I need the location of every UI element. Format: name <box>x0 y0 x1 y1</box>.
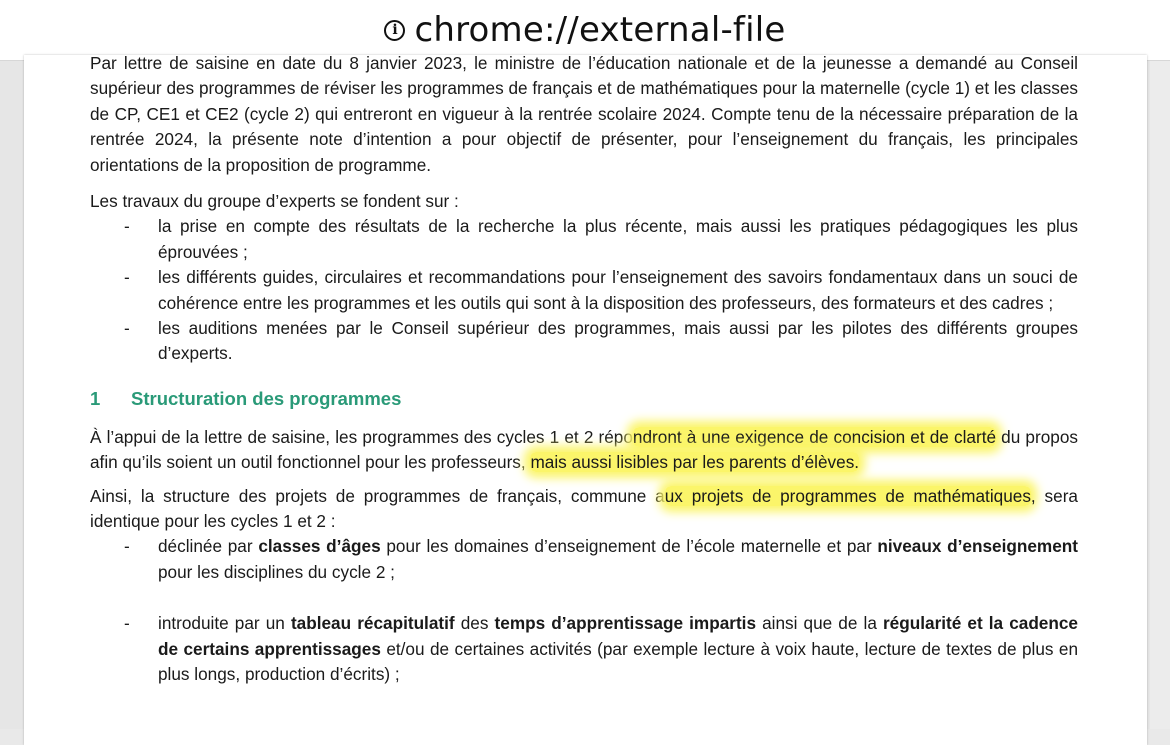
bullet-dash: - <box>124 216 130 237</box>
paragraph-structure: Ainsi, la structure des projets de programmes de français, commune aux projets de programmes de mathématiques, sera identique pour les cycles 1 et 2 : <box>90 485 1078 532</box>
paragraph-appui: À l’appui de la lettre de saisine, les programmes des cycles 1 et 2 répondront à une exigence de concision et de clarté du propos afin qu’ils soient un outil fonctionnel pour les professeurs, mais aussi lisibles par les parents d’élèves. <box>90 426 1078 473</box>
bullet-list-sources <box>90 214 1078 366</box>
info-icon[interactable]: i <box>384 20 405 41</box>
bullet-dash: - <box>124 613 130 634</box>
document-content <box>90 51 1078 688</box>
list-item: - introduite par un tableau récapitulatif des temps d’apprentissage impartis ainsi que de la régularité et la cadence de certains apprentissages et/ou de certaines activités (par exemple lecture à voix haute, lecture de textes de plus en plus longs, production d’écrits) ; <box>124 613 1079 685</box>
section-number: 1 <box>90 387 101 409</box>
bullet-list-structure <box>90 534 1078 687</box>
list-item: - la prise en compte des résultats de la recherche la plus récente, mais aussi les pratiques pédagogiques les plus éprouvées ; <box>124 216 1078 262</box>
paragraph-saisine: Par lettre de saisine en date du 8 janvier 2023, le ministre de l’éducation nationale et de la jeunesse a demandé au Conseil supérieur des programmes de réviser les programmes de français et de mathématiques pour la maternelle (cycle 1) et les classes de CP, CE1 et CE2 (cycle 2) qui entreront en vigueur à la rentrée scolaire 2024. Compte tenu de la nécessaire préparation de la rentrée 2024, la présente note d’intention a pour objectif de présenter, pour l’enseignement du français, les principales orientations de la proposition de programme. <box>90 53 1078 175</box>
section-title: Structuration des programmes <box>131 387 402 409</box>
highlight: ndront à une exigence de concision et de clarté <box>632 426 997 447</box>
document-page <box>24 55 1147 745</box>
url-text[interactable]: chrome://external-file <box>414 10 786 50</box>
highlight: ux projets de programmes de mathématiques <box>664 485 1031 506</box>
list-item: - déclinée par classes d’âges pour les domaines d’enseignement de l’école maternelle et par niveaux d’enseignement pour les disciplines du cycle 2 ; <box>124 536 1078 582</box>
paragraph-travaux: Les travaux du groupe d’experts se fondent sur : <box>90 191 459 211</box>
section-heading <box>90 386 1078 412</box>
highlight: mais aussi lisibles par les parents d’élèves. <box>530 452 860 473</box>
list-item: - les différents guides, circulaires et recommandations pour l’enseignement des savoirs fondamentaux dans un souci de cohérence entre les programmes et les outils qui sont à la disposition des professeurs, des formateurs et des cadres ; <box>124 267 1078 313</box>
list-item: - les auditions menées par le Conseil supérieur des programmes, mais aussi par les pilotes des différents groupes d’experts. <box>124 318 1078 364</box>
document-viewer[interactable] <box>0 53 1170 729</box>
scrollbar[interactable] <box>1150 61 1170 729</box>
bullet-dash: - <box>124 536 130 557</box>
bullet-dash: - <box>124 267 130 288</box>
bullet-dash: - <box>124 318 130 339</box>
